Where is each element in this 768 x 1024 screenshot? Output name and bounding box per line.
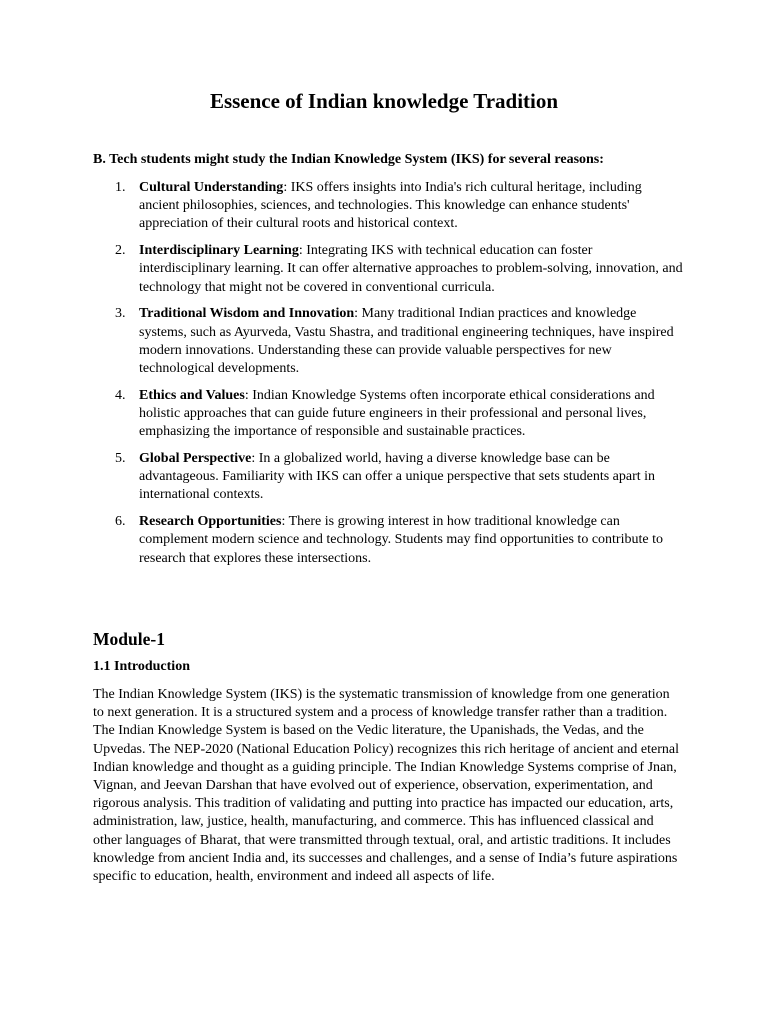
reason-number: 1. <box>115 180 126 195</box>
document-title: Essence of Indian knowledge Tradition <box>209 89 559 113</box>
section-heading: 1.1 Introduction <box>93 659 190 674</box>
reason-number: 3. <box>115 306 126 322</box>
reason-number: 4. <box>115 387 126 403</box>
reason-text: : Integrating IKS with technical education can foster interdisciplinary learning. It can offer alternative approaches to problem-solving, innovation, and technology that might not be covered in conventional curricula. <box>139 243 683 295</box>
reason-number: 2. <box>115 243 126 259</box>
reason-item <box>93 305 683 378</box>
reasons-intro: B. Tech students might study the Indian Knowledge System (IKS) for several reasons: <box>93 152 604 167</box>
reason-term: Traditional Wisdom and Innovation <box>139 306 355 322</box>
reason-number: 6. <box>115 514 126 530</box>
reason-term: Global Perspective <box>139 451 252 467</box>
module-heading: Module-1 <box>93 629 165 649</box>
reason-item <box>93 450 683 505</box>
reason-item <box>93 387 683 442</box>
reason-number: 5. <box>115 451 126 467</box>
reason-item <box>93 242 683 297</box>
reason-term: Interdisciplinary Learning <box>139 243 299 259</box>
reason-term: Ethics and Values <box>139 387 245 403</box>
reason-text: : IKS offers insights into India's rich cultural heritage, including ancient philosophies, sciences, and technologies. This knowledge can enhance students' appreciation of their cultural roots and historical context. <box>139 180 642 232</box>
reason-item <box>93 513 683 568</box>
reason-item <box>93 179 683 234</box>
reason-term: Cultural Understanding <box>139 180 284 195</box>
reason-text: : Indian Knowledge Systems often incorporate ethical considerations and holistic approaches that can guide future engineers in their professional and personal lives, emphasizing the importance of responsible and sustainable practices. <box>139 387 655 440</box>
reason-term: Research Opportunities <box>139 514 282 530</box>
section-body-paragraph: The Indian Knowledge System (IKS) is the systematic transmission of knowledge from one generation to next generation. It is a structured system and a process of knowledge transfer rather than a tradition. The Indian Knowledge System is based on the Vedic literature, the Upanishads, the Vedas, and the Upvedas. The NEP-2020 (National Education Policy) recognizes this rich heritage of ancient and eternal Indian knowledge and thought as a guiding principle. The Indian Knowledge Systems comprise of Jnan, Vignan, and Jeevan Darshan that have evolved out of experience, observation, experimentation, and rigorous analysis. This tradition of validating and putting into practice has impacted our education, arts, administration, law, justice, health, manufacturing, and commerce. This has influenced classical and other languages of Bharat, that were transmitted through textual, oral, and artistic traditions. It includes knowledge from ancient India and, its successes and challenges, and a sense of India’s future aspirations specific to education, health, environment and indeed all aspects of life. <box>93 687 679 885</box>
reason-text: : There is growing interest in how traditional knowledge can complement modern science and technology. Students may find opportunities to contribute to research that explores these intersections. <box>139 514 663 566</box>
reason-text: : Many traditional Indian practices and knowledge systems, such as Ayurveda, Vastu Shastra, and traditional engineering techniques, have inspired modern innovations. Understanding these can provide valuable perspectives for new technological developments. <box>139 306 674 377</box>
reasons-list <box>93 179 683 576</box>
reason-text: : In a globalized world, having a diverse knowledge base can be advantageous. Familiarity with IKS can offer a unique perspective that sets students apart in international contexts. <box>139 451 656 503</box>
